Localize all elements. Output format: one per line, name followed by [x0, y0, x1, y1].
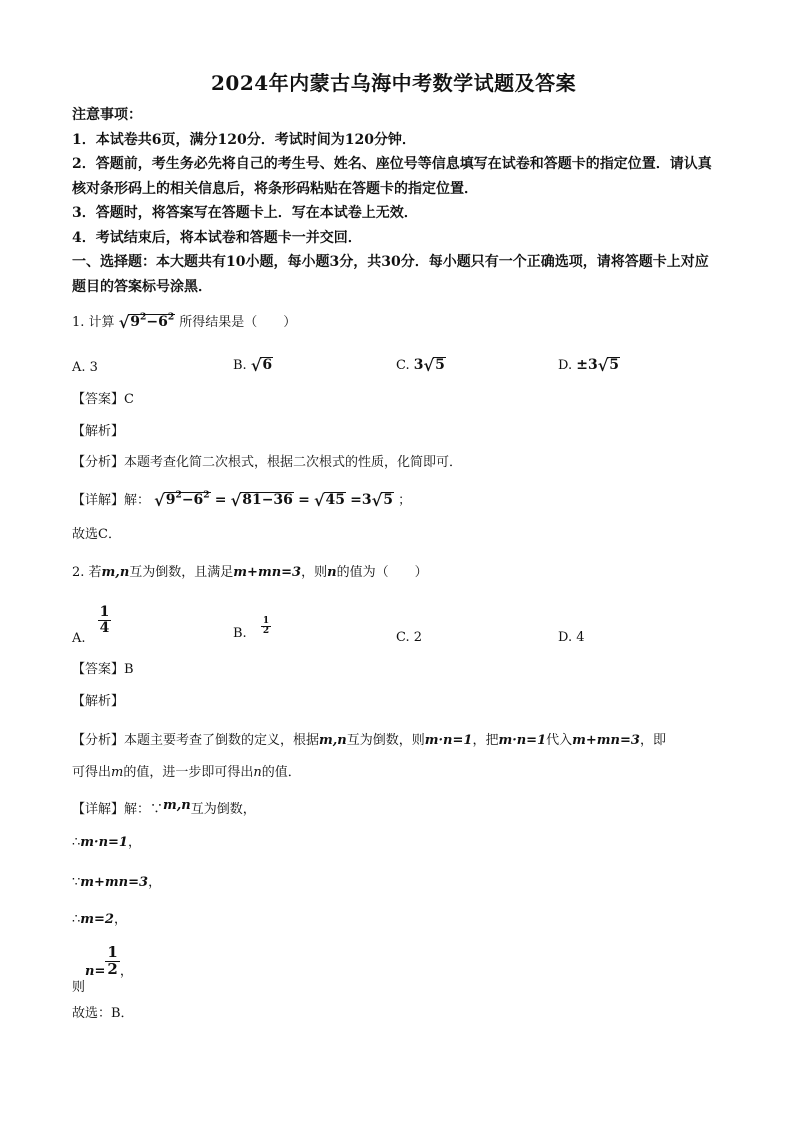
question-1-answer: 【答案】C	[72, 392, 134, 407]
question-1-option-d: D. ±3√5	[558, 356, 620, 375]
radical-sign-icon: √	[250, 356, 262, 375]
question-2-conclusion: 故选：B．	[72, 1006, 134, 1021]
question-1-stem	[72, 311, 297, 332]
question-2-step-4: 则n= $\frac{1}{2}$ ，	[72, 943, 133, 995]
question-2-jiexi: 【解析】	[72, 694, 125, 709]
radical-sign-icon: √	[313, 491, 325, 510]
question-2-option-c: C. 2	[396, 630, 423, 645]
question-1-radical: $√9^2-6^2$	[118, 311, 175, 332]
radical-sign-icon: √	[423, 356, 435, 375]
radical-sign-icon: √	[597, 356, 609, 375]
question-2-option-b: B. $\frac{1}{2}$	[233, 616, 270, 642]
radical-sign-icon: √	[118, 313, 130, 332]
question-1-conclusion: 故选C．	[72, 527, 121, 542]
notice-item-3: 3．答题时，将答案写在答题卡上．写在本试卷上无效．	[72, 205, 418, 221]
question-2-analysis-line2: 可得出m的值，进一步即可得出n的值．	[72, 765, 301, 780]
question-2-answer: 【答案】B	[72, 662, 134, 677]
question-1-prefix: 1. 计算	[72, 315, 115, 331]
question-1-option-a: A. 3	[72, 360, 98, 375]
radical-sign-icon: √	[154, 491, 165, 510]
question-1-option-b: B. √6	[233, 356, 273, 375]
page-title: 2024年内蒙古乌海中考数学试题及答案	[211, 71, 577, 95]
question-1-suffix: 所得结果是（ ）	[179, 315, 297, 331]
question-1-jiexi: 【解析】	[72, 424, 125, 439]
notice-item-1: 1．本试卷共6页，满分120分．考试时间为120分钟．	[72, 132, 416, 148]
question-2-stem: 2. 若m,n互为倒数，且满足m+mn=3，则n的值为（ ）	[72, 565, 428, 580]
radical-sign-icon: √	[371, 491, 383, 510]
question-1-detail: 【详解】解： $√9^2-6^2 = √81-36 = √45 =3√5$ ；	[72, 489, 412, 510]
question-2-option-a: A. $\frac{1}{4}$	[72, 604, 110, 646]
radical-sign-icon: √	[230, 491, 242, 510]
question-2-step-2: ∵m+mn=3，	[72, 875, 162, 890]
question-2-detail: 【详解】解：∵m,n互为倒数，	[72, 798, 256, 817]
section-heading-line1: 一、选择题：本大题共有10小题，每小题3分，共30分．每小题只有一个正确选项，请将答题卡上对应	[72, 254, 709, 270]
notice-item-4: 4．考试结束后，将本试卷和答题卡一并交回．	[72, 230, 362, 246]
notice-item-2-cont: 核对条形码上的相关信息后，将条形码粘贴在答题卡的指定位置．	[72, 181, 478, 197]
question-1-option-c: C. 3√5	[396, 356, 445, 375]
question-1-analysis: 【分析】本题考查化简二次根式，根据二次根式的性质，化简即可．	[72, 455, 463, 470]
question-2-step-1: ∴m·n=1，	[72, 835, 141, 850]
notice-item-2: 2．答题前，考生务必先将自己的考生号、姓名、座位号等信息填写在试卷和答题卡的指定位置．请认真	[72, 156, 712, 172]
section-heading-line2: 题目的答案标号涂黑．	[72, 279, 212, 295]
question-2-step-3: ∴m=2，	[72, 912, 127, 927]
question-2-analysis-line1: 【分析】本题主要考查了倒数的定义，根据m,n互为倒数，则m·n=1，把m·n=1代入m+mn=3，即	[72, 733, 666, 748]
notice-heading: 注意事项：	[72, 107, 142, 123]
question-2-option-d: D. 4	[558, 630, 585, 645]
